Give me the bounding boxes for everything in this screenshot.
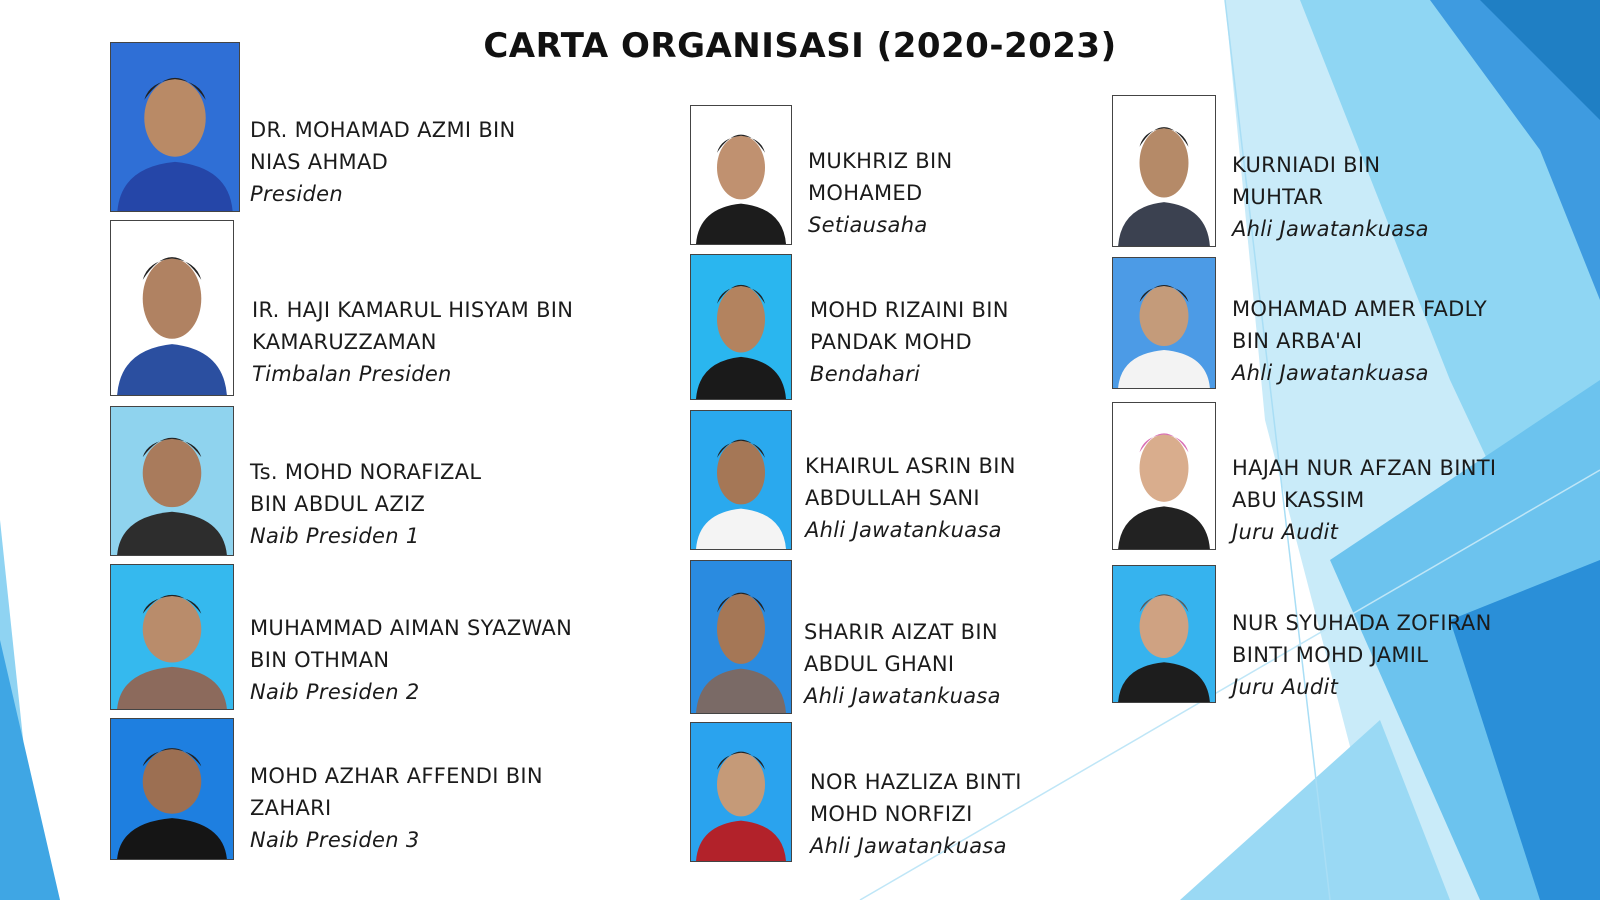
- member-photo: [110, 406, 234, 556]
- member-photo: [1112, 95, 1216, 247]
- member-info: [1232, 452, 1496, 548]
- member-name-line2: ABDUL GHANI: [804, 652, 955, 676]
- member-role: Timbalan Presiden: [252, 362, 452, 386]
- member-name-line2: MOHD NORFIZI: [810, 802, 973, 826]
- member-role: Ahli Jawatankuasa: [1232, 361, 1429, 385]
- member-role: Juru Audit: [1232, 520, 1339, 544]
- member-name-line1: NOR HAZLIZA BINTI: [810, 770, 1022, 794]
- member-name-line2: PANDAK MOHD: [810, 330, 972, 354]
- member-photo: [1112, 565, 1216, 703]
- member-name-line1: HAJAH NUR AFZAN BINTI: [1232, 456, 1497, 480]
- member-name-line2: BIN ARBA'AI: [1232, 329, 1363, 353]
- member-name-line1: MUHAMMAD AIMAN SYAZWAN: [250, 616, 573, 640]
- member-role: Ahli Jawatankuasa: [1232, 217, 1429, 241]
- member-name-line2: ZAHARI: [250, 796, 332, 820]
- member-name-line2: KAMARUZZAMAN: [252, 330, 437, 354]
- member-name-line1: MOHD RIZAINI BIN: [810, 298, 1009, 322]
- member-role: Naib Presiden 1: [250, 524, 420, 548]
- member-info: [805, 450, 1016, 546]
- member-role: Ahli Jawatankuasa: [810, 834, 1007, 858]
- member-role: Naib Presiden 2: [250, 680, 420, 704]
- member-name-line1: Ts. MOHD NORAFIZAL: [250, 460, 482, 484]
- member-role: Naib Presiden 3: [250, 828, 420, 852]
- member-info: [808, 145, 953, 241]
- member-photo: [690, 105, 792, 245]
- member-photo: [690, 560, 792, 714]
- member-role: Presiden: [250, 182, 343, 206]
- member-name-line1: KHAIRUL ASRIN BIN: [805, 454, 1016, 478]
- member-name-line2: BIN ABDUL AZIZ: [250, 492, 426, 516]
- member-info: [250, 456, 481, 552]
- member-name-line1: KURNIADI BIN: [1232, 153, 1381, 177]
- member-info: [810, 766, 1022, 862]
- member-photo: [110, 42, 240, 212]
- member-info: [250, 760, 543, 856]
- member-name-line1: MOHD AZHAR AFFENDI BIN: [250, 764, 543, 788]
- member-name-line2: MUHTAR: [1232, 185, 1324, 209]
- member-name-line1: SHARIR AIZAT BIN: [804, 620, 998, 644]
- member-info: [810, 294, 1009, 390]
- member-photo: [110, 220, 234, 396]
- member-role: Ahli Jawatankuasa: [805, 518, 1002, 542]
- member-name-line2: BINTI MOHD JAMIL: [1232, 643, 1429, 667]
- member-photo: [690, 254, 792, 400]
- member-name-line2: ABU KASSIM: [1232, 488, 1365, 512]
- member-name-line2: ABDULLAH SANI: [805, 486, 980, 510]
- member-name-line2: BIN OTHMAN: [250, 648, 390, 672]
- member-info: [252, 294, 573, 390]
- member-name-line1: NUR SYUHADA ZOFIRAN: [1232, 611, 1492, 635]
- member-info: [250, 612, 572, 708]
- member-info: [1232, 149, 1429, 245]
- member-name-line2: MOHAMED: [808, 181, 923, 205]
- member-role: Juru Audit: [1232, 675, 1339, 699]
- member-info: [804, 616, 1001, 712]
- member-info: [1232, 607, 1492, 703]
- member-photo: [1112, 257, 1216, 389]
- page-title: CARTA ORGANISASI (2020-2023): [483, 26, 1117, 66]
- member-photo: [110, 718, 234, 860]
- member-role: Setiausaha: [808, 213, 928, 237]
- member-name-line1: IR. HAJI KAMARUL HISYAM BIN: [252, 298, 574, 322]
- member-info: [1232, 293, 1487, 389]
- member-name-line2: NIAS AHMAD: [250, 150, 389, 174]
- member-name-line1: MUKHRIZ BIN: [808, 149, 953, 173]
- member-info: [250, 114, 516, 210]
- member-photo: [1112, 402, 1216, 550]
- member-name-line1: DR. MOHAMAD AZMI BIN: [250, 118, 516, 142]
- member-name-line1: MOHAMAD AMER FADLY: [1232, 297, 1487, 321]
- member-photo: [690, 410, 792, 550]
- member-role: Ahli Jawatankuasa: [804, 684, 1001, 708]
- member-role: Bendahari: [810, 362, 921, 386]
- member-photo: [690, 722, 792, 862]
- member-photo: [110, 564, 234, 710]
